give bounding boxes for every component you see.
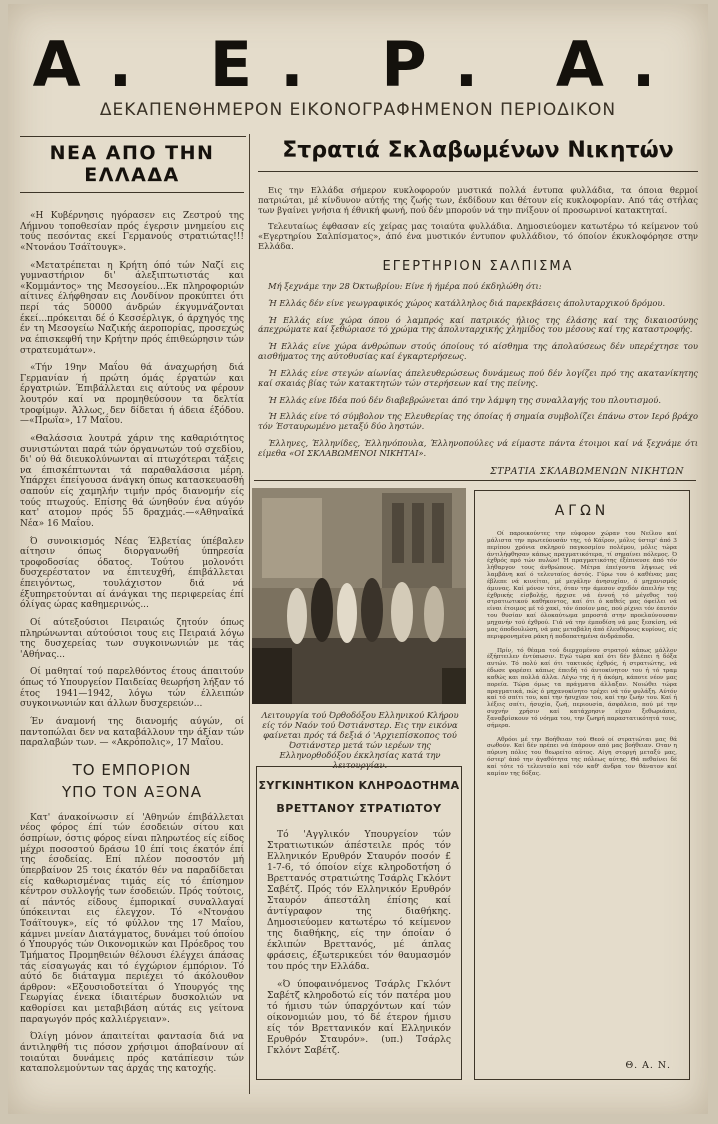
- news-paragraph: «Η Κυβέρνησις ηγόρασεν εις Ζεστρού της Λήμνου τοποθεσίαν πρός έγερσιν μνημείου εις τούς πεσόντας εκεί Γερμανούς στρατιώτας!!! «Ντονάου Τσάϊτουγκ».: [20, 211, 244, 253]
- proclamation-line: Ή Ελλάς είνε Ιδέα πού δέν διαβεβρώνεται άπό την λάμψη της συναλλαγής του πλουτισμού.: [268, 394, 661, 405]
- proclamation-line: Ή Ελλάς είνε τό σύμβολον της Ελευθερίας της όποίας ή σημαία συμβολίζει έπάνω στον Ιερό βράχο τόν Έσταυρωμένο μεταξύ δύο ληστών.: [258, 411, 698, 432]
- left-column-heading: ΝΕΑ ΑΠΟ ΤΗΝ ΕΛΛΑΔΑ: [20, 138, 244, 193]
- bequest-paragraph: Τό 'Αγγλικόν Υπουργείον τών Στρατιωτικών άπέστειλε πρός τόν Ελληνικόν Ερυθρόν Σταυρόν ποσόν £ 1-7-6, τό όποίον είχε κληροδοτήση ό Βρεττανός στρατιώτης Τσάρλς Γκλόντ Σαβέτζ. Πρός τόν Ελληνικόν Ερυθρόν Σταυρόν άπεστάλη έπίσης καί άντίγραφον της διαθήκης. Δημοσιεύομεν κατωτέρω τό κείμενον της διαθήκης, είς την όποίαν ό έκλιπών Βρεττανός, μέ άπλας φράσεις, έξωτερικεύει τόν θαυμασμόν του πρός την Ελλάδα.: [267, 829, 451, 972]
- masthead: [8, 28, 708, 120]
- agon-paragraph: Πρίν, τό θέαμα τού διερχομένου στρατού κάπως μάλλον έξήπτειλεν έντύπωσιν. Εγώ τώρα καί ότι δέν βλέπει ή δόξα αυτών. Τό πολύ καί ότι τακτικός έχθρός, ή στρατιώτης, νά έδωσε φορέσει κάπως έπειδή τό άυτοκίνητον του ή τό τραμ καθώς και πολλά άλλα. Λέγω της ή ή άκόμη, κάποτε νέον μας πορεία. Τώρα όμως τα πράγματα άλλαξαν. Νοιώθει τώρα πραγματικά, πώς ό μηχανοκίνητο τρέχει νά τόν φυλάξη. Αύτόν καί τό σπίτι του, καί την ήσυχίαν του, καί την ζωήν του. Καί ή λέξεις σπίτι, ήσυχία, ζωή, περιουσία, άσφάλεια, πού μέ την συχνήν χρήσιν καί κατάχρησιν είχαν ξεθωριάσει, ξαναβρίσκουν τό νόημα του, την ζωηρή παραστατικότητά τους, σήμερα.: [487, 647, 677, 729]
- news-paragraph: «Τήν 19ην Μαΐου θά άναχωρήση διά Γερμανίαν ή πρώτη όμάς έργατών και έργατριών. Έπιβάλλεται εις αύτούς να φέρουν λουτρόν καί να προμηθεύσουν τα δελτία τροφίμων. Άλλως, δεν δίδεται ή άδεια έξόδου.—«Πρωΐα», 17 Μαΐου.: [20, 363, 244, 427]
- proclamation-line: Ή Ελλάς είνε χώρα άνθρώπων στούς όποίους τό αίσθημα της άπολαύσεως δέν υπερέχτησε του αισθήματος της αύτοθυσίας καί έγκαρτερήσεως.: [258, 341, 698, 362]
- intro-paragraph: Εις την Ελλάδα σήμερον κυκλοφορούν μυστικά πολλά έντυπα φυλλάδια, τα όποια θερμοί πατριώται, μέ κίνδυνον αύτής της ζωής των, έκδίδουν και θέτουν είς κυκλοφορίαν. Από τάς στήλας των βγαίνει γνήσια ή έθνική φωνή, πού δέν μπορούν νά την πνίξουν οί προσωρινοί κατακτηταί.: [258, 185, 698, 215]
- left-heading-rule: [20, 136, 246, 137]
- bequest-subheading: ΒΡΕΤΤΑΝΟΥ ΣΤΡΑΤΙΩΤΟΥ: [276, 802, 442, 815]
- bequest-text: [267, 829, 451, 1056]
- main-article-intro: [258, 186, 698, 252]
- church-liturgy-photo: [252, 488, 466, 704]
- agon-paragraph: Αθρόοι μέ την Βοήθειαν τού Θεού οί στρατιώται μας θά σωθούν. Καί δέν πρέπει νά έπάρουν από μας βοήθειαν. Οταν η πύρινη πόλις του θεωρείτο αύτος. Αίγη στοργή μεταξύ μας, όστερ' άπό την άγαθότητα της πόλεως αύτης. Θά πεθαίνει δέ καί τότε τό τελευταίο καί τόν καθ' άνδρα τον θάνατον καί καμίαν της δόξας.: [487, 736, 677, 777]
- commerce-paragraph: Όλίγη μόνον άπαιτείται φαντασία διά να άντιληφθή τις πόσον χρήσιμοι άποβαίνουν αί τοιαύται δυνάμεις πρός κατάπίεσιν τών καταπολεμούντων τας άρχάς της κατοχής.: [20, 1032, 244, 1075]
- news-paragraph: Οί μαθηταί τού παρελθόντος έτους άπαιτούν όπως τό Υπουργείον Παιδείας θεωρήση λήξαν τό έτος 1941—1942, λόγω τών έλλειπών συγκοινωνιών και άλλων δυσχερειών...: [20, 667, 244, 710]
- main-article-signature: ΣΤΡΑΤΙΑ ΣΚΛΑΒΩΜΕΝΩΝ ΝΙΚΗΤΩΝ: [490, 465, 684, 476]
- intro-paragraph: Τελευταίως έφθασαν είς χείρας μας τοιαύτα φυλλάδια. Δημοσιεύομεν κατωτέρω τό κείμενον τού «Εγερτηρίου Σαλπίσματος», άπό ένα μυστικόν έντυπον φυλλάδιον, τό όποίον έκυκλοφόρησε στην Ελλάδα.: [258, 221, 698, 252]
- main-article-heading: Στρατιά Σκλαβωμένων Νικητών: [258, 134, 698, 172]
- news-paragraph: «Μετατρέπεται η Κρήτη όπό τών Ναζί εις γυμναστήριον δι' άλεξιπτωτιστάς και «Κομμάντος» της Μεσογείου...Εκ πληροφοριών αίτινες έλήφθησαν εις Λονδίνον προκύπτει ότι περί τάς 50000 άνδρών έκγυμνάζονται έκεί...πρόκειται δέ ό Κεσσέρλιγκ, ό άρχηγός της έν τη Μεσογείω Ναζικής άεροπορίας, προσεχώς να έπισκεφθή την Κρήτην πρός έπιθεώρησιν τών στρατευμάτων».: [20, 260, 244, 356]
- commerce-paragraph: Κατ' άνακοίνωσιν εί 'Αθηνών έπιβάλλεται νέος φόρος έπί τών έσοδειών σίτου και όσπρίων, όστις φόρος είναι πληρωτέος είς είδος μέχρι ποσοστού δράσω 10 έπί τοις έκατόν έπί της έσοδείας. Επί πλέον ποσοστόν μή ύπερβαίνον 25 τοις έκατόν θέν να παραδίδεται είς καθωρισμένας τιμάς είς τό έπίσημον κέντρον συλλογής των έσοδειών. Πρός τούτοις, αί πάντός είδους έμπορικαί συναλλαγαί ύπόκεινται εις έλεγχον. Τό «Ντονάου Τσάϊτουγκ», είς τό φύλλον της 17 Μαΐου, κάμνει μνείαν Διατάγματος, δυνάμει τού όποίου ό Υπουργός τών Οικονομικών και Πρόεδρος του Τμήματος Προμηθειών θέλουσι έλέγχει άπάσας τάς είσαγωγάς και τό έγχώριον έμπόριον. Τό αύτό δε διάταγμα περιέχει τό άκόλουθον άρθρον: «Εξουσιοδοτείται ό Υπουργός της Γεωργίας ένεκα ίδιαιτέρων δυσκολιών να καθορίσει και μεταβιβάση αύτάς εις γείτονα παραγωγόν πρός καλλιέργειαν».: [20, 812, 244, 1025]
- masthead-subtitle: ΔΕΚΑΠΕΝΘΗΜΕΡΟΝ ΕΙΚΟΝΟΓΡΑΦΗΜΕΝΟΝ ΠΕΡΙΟΔΙΚΟΝ: [99, 100, 617, 120]
- news-paragraph: Έν άναμονή της διανομής αύγών, οί παντοπώλαι δεν να καταβάλλουν την άξίαν τών παραλαβών των. — «Ακρόπολις», 17 Μαΐου.: [20, 716, 244, 749]
- proclamation-line: Ή Ελλάς δέν είνε γεωγραφικός χώρος κατάλληλος διά παρεκβάσεις άπολυταρχικού δρόμου.: [268, 297, 666, 308]
- agon-signature: Θ. Α. Ν.: [625, 1060, 671, 1071]
- main-article-proclamation: [258, 282, 698, 459]
- main-article-bottom-rule: [254, 480, 696, 481]
- proclamation-line: Ή Ελλάς είνε χώρα όπου ό λαμπρός καί πατρικός ήλιος της έλάσης καί της δικαιοσύνης άπεχρώματε καί ξεθώριασε τό χρώμα της άπολυταρχικής χλημίδος του μέσους καί της καταστροφής.: [258, 314, 698, 335]
- masthead-title: Α. Ε. Ρ. Α.: [32, 28, 684, 101]
- main-article-subheading: ΕΓΕΡΤΗΡΙΟΝ ΣΑΛΠΙΣΜΑ: [382, 258, 574, 274]
- commerce-heading-line1: ΤΟ ΕΜΠΟΡΙΟΝ: [72, 760, 192, 779]
- news-paragraph: Ό συνοικισμός Νέας Έλβετίας ύπέβαλεν αίτησιν όπως διοργανωθή ύπηρεσία τροφοδοσίας όδατος. Τούτου μολονότι δυσχερέστατον να έπιτευχθή, έπιβάλλεται έπειγόντως, τουλάχιστον διά νά έξυπηρετούνται αί άνάγκαι της περιφερείας έπί όλίγας ώρας καθημερινώς...: [20, 536, 244, 611]
- commerce-heading-line2: ΥΠΟ ΤΟΝ ΑΞΟΝΑ: [61, 782, 202, 801]
- newspaper-page: [8, 4, 708, 1114]
- agon-text: [487, 531, 677, 778]
- bequest-heading: ΣΥΓΚΙΝΗΤΙΚΟΝ ΚΛΗΡΟΔΟΤΗΜΑ: [258, 779, 460, 792]
- column-divider: [249, 134, 250, 1094]
- main-article: [258, 134, 698, 476]
- liturgy-scene-image: [252, 488, 466, 704]
- bequest-paragraph: «Ό ύποφαινόμενος Τσάρλς Γκλόντ Σαβέτζ κληροδοτώ είς τόν πατέρα μου τό ήμισυ τών ύπαρχόντων καί τών οίκονομιών μου, τό δέ έτερον ήμισυ είς τόν Βρεττανικόν καί Ελληνικόν Ερυθρόν Σταυρόν». (υπ.) Τσάρλς Γκλόντ Σαβέτζ.: [267, 979, 451, 1056]
- proclamation-line: Έλληνες, Έλληνίδες, Έλληνόπουλα, Έλληνοπούλες νά είμαστε πάντα έτοιμοι καί νά ξεχνάμε ότι είμεθα «ΟΙ ΣΚΛΑΒΩΜΕΝΟΙ ΝΙΚΗΤΑΙ».: [258, 438, 698, 458]
- news-paragraph: Οί αύτεξούσιοι Πειραιώς ζητούν όπως πληρώνωνται αύτούσιοι τους εις Πειραιά λόγω της δυσχερείας των συγκοινωνιών με τάς 'Αθήνας...: [20, 617, 244, 660]
- news-paragraph: «Θαλάσσια λουτρά χάριν της καθαριότητος συνιστώνται παρά τών όργανωτών τού σχεδίου, δι' ού θά διευκολύνωνται αί πτωχότεραι τάξεις να έπισκέπτωνται τά παραθαλάσσια μέρη. Υπάρχει έπείγουσα άνάγκη όπως κατασκευασθή σαπούν είς χαμηλήν τιμήν πρός διανομήν είς τούς πτωχούς. Επίσης θά ώνηθούν ένα αύγόν κατ' ατομον πρός 55 δραχμάς.—«Αθηναϊκά Νέα» 16 Μαΐου.: [20, 433, 244, 529]
- agon-paragraph: Οί παροικούντες την εύφορον χώραν του Νείλου καί μάλιστα την πρωτεύουσάν της, τό Κάϊρον, μόλις ύστερ' άπό 3 περίπου χρόνια σκληρού παγκοσμίου πολέμου, μόλις τώρα άντιλήφθησαν κάπως πραγματικότερα, τί σημαίνει πόλεμος. Ό έχθρός πρό τών πυλών! Ή πραγματικότης έξέπνευσε άπό τόν λήθαργον τους άνθρώπους. Μέτρα έπείγοντα λήψεως νά λαμβάνη καί ό τελευταίος άστός. Γύρω του ό καθένας μας έβλεπε νά κινείται, μέ μεγάλην άνησυχίαν, ό μηχανισμός άμυνας. Καί μόνον τότε, όταν την άμεσον σχεδόν άπειλήν της έχθρικής είσβολής, ήρχισε νά έννοή τό μέγεθος τού στρατιωτικού καθήκοντος, καί ότι ό καθείς μας όφείλει νά είναι έτοιμος μέ τό χακί, τόν όποίον μας, πού ρίχνει τόν έαυτόν του θυσίαν καί όλοκαύτωμα μπροστά στην προελαύνουσαν μηχανήν τού έχθρού. Γιά νά την έμποδίση νά μας ξεσκίση, νά μας όποδουλώση, νά μας μεταβάλη άπό έλευθέρους κυρίους, είς περιφρονημένα ράκη ή ποδοπατημένα άνδράποδα.: [487, 531, 677, 640]
- commerce-heading: [20, 761, 244, 801]
- commerce-article: [20, 813, 244, 1075]
- agon-heading: ΑΓΩΝ: [554, 503, 610, 519]
- agon-box: [474, 490, 690, 1080]
- proclamation-line: Ή Ελλάς είνε στεγών αίωνίας άπελευθερώσεως δυνάμεως πού δέν λογίζει πρό της ακατανίκητης καί σκαιάς βίας τών κατακτητών τών στερήσεων καί της πείνης.: [258, 367, 698, 388]
- left-column: [20, 138, 244, 1098]
- photo-caption: Λειτουργία τού Όρθοδόξου Ελληνικού Κλήρου είς τόν Ναόν τού Όστιάνστερ. Εις την εικόνα φαίνεται πρός τά δεξιά ό 'Αρχιεπίσκοπος τού Όστιάνστερ μετά τών ιερέων της Ελληνορθοδόξου έκκλησίας κατά την λειτουργίαν.: [261, 710, 459, 770]
- bequest-box: [256, 766, 462, 1080]
- left-column-news: [20, 211, 244, 749]
- proclamation-line: Μή ξεχνάμε την 28 Όκτωβρίου: Είνε ή ήμέρα πού έκδηλώθη ότι:: [268, 280, 542, 291]
